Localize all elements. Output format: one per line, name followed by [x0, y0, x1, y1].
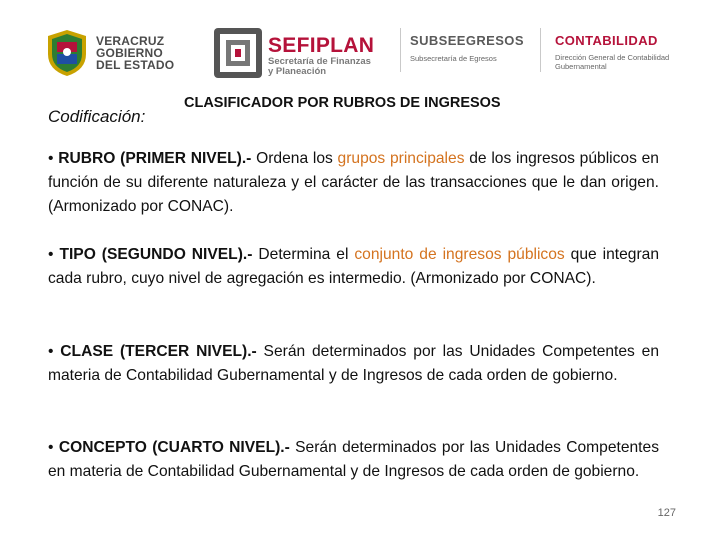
- item-text: Determina el: [252, 246, 355, 263]
- item-label: CONCEPTO (CUARTO NIVEL).-: [58, 439, 290, 456]
- item-text: Serán determinados por las Unidades Competentes en materia de Contabilidad Gubernamental y de Ingresos de cada orden de gobierno.: [48, 439, 659, 480]
- item-text: Ordena los: [251, 150, 338, 167]
- clasificador-title: CLASIFICADOR POR RUBROS DE INGRESOS: [184, 95, 501, 111]
- subsecretaria-subtitle: Subsecretaría de Egresos: [410, 54, 497, 63]
- sefiplan-seal-icon: [212, 26, 264, 80]
- item-label: RUBRO (PRIMER NIVEL).-: [58, 150, 252, 167]
- subsecretaria-block: [410, 33, 524, 63]
- header-divider: [400, 28, 401, 72]
- bullet: •: [48, 343, 54, 360]
- contabilidad-sub-1: Dirección General de Contabilidad: [555, 53, 670, 62]
- sefiplan-title: SEFIPLAN: [268, 34, 375, 57]
- sefiplan-subtitle: [268, 57, 371, 77]
- veracruz-line-2: GOBIERNO: [96, 46, 163, 60]
- contabilidad-block: [555, 33, 669, 71]
- item-text-end: de los ingresos públicos en función de su diferente naturaleza y el carácter de las transacciones que le dan origen. (Armonizado por CONAC).: [48, 150, 659, 215]
- sefiplan-logo: [212, 26, 392, 82]
- item-text: Serán determinados por las Unidades Competentes en materia de Contabilidad Gubernamental y de Ingresos de cada orden de gobierno.: [48, 343, 659, 384]
- veracruz-wordmark: [96, 35, 174, 71]
- item-rubro: [48, 147, 659, 219]
- bullet: •: [48, 439, 54, 456]
- page-header: [0, 0, 720, 95]
- bullet: •: [48, 150, 54, 167]
- item-label: TIPO (SEGUNDO NIVEL).-: [59, 246, 253, 263]
- sefiplan-sub-2: y Planeación: [268, 66, 327, 77]
- subsecretaria-title: SUBSEEGRESOS: [410, 33, 524, 48]
- contabilidad-subtitle: [555, 54, 669, 71]
- veracruz-seal-icon: [44, 28, 90, 78]
- veracruz-logo: [44, 28, 174, 78]
- codificacion-label: Codificación:: [48, 107, 146, 126]
- veracruz-line-3: DEL ESTADO: [96, 58, 175, 72]
- item-highlight: conjunto de ingresos públicos: [354, 246, 565, 263]
- header-divider: [540, 28, 541, 72]
- veracruz-line-1: VERACRUZ: [96, 34, 165, 48]
- item-label: CLASE (TERCER NIVEL).-: [60, 343, 257, 360]
- sefiplan-sub-1: Secretaría de Finanzas: [268, 56, 371, 67]
- item-text-end: que integran cada rubro, cuyo nivel de agregación es intermedio. (Armonizado por CONAC).: [48, 246, 659, 287]
- contabilidad-title: CONTABILIDAD: [555, 33, 658, 48]
- item-concepto: [48, 436, 659, 484]
- page-number: 127: [657, 507, 676, 519]
- bullet: •: [48, 246, 54, 263]
- item-tipo: [48, 243, 659, 291]
- item-clase: [48, 340, 659, 388]
- contabilidad-sub-2: Gubernamental: [555, 61, 607, 71]
- item-highlight: grupos principales: [337, 150, 465, 167]
